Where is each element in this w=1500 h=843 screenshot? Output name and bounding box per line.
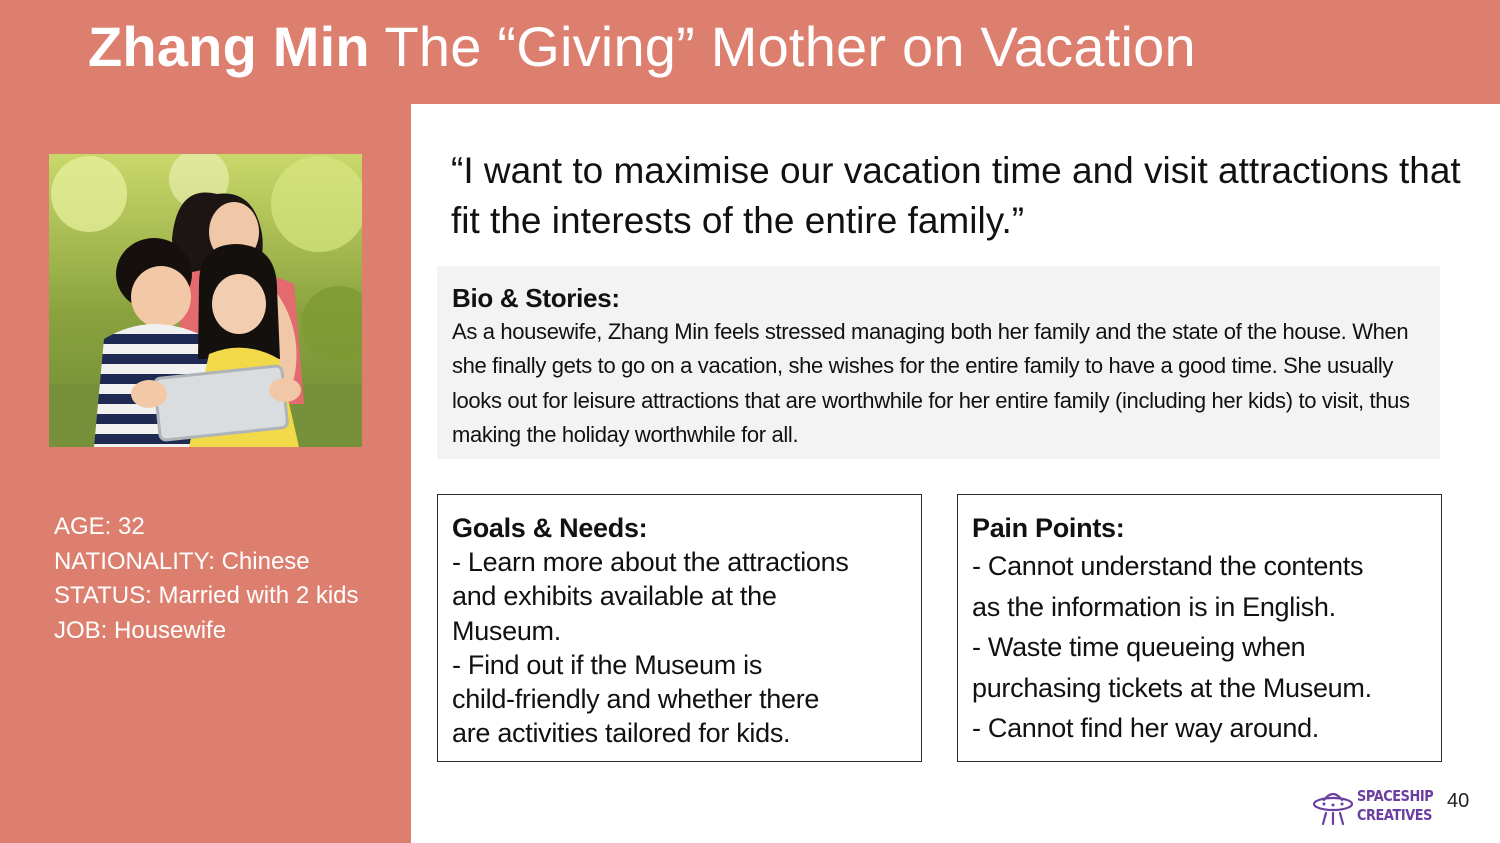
page-number: 40 [1447,790,1470,812]
pain-point-line: purchasing tickets at the Museum. [972,672,1372,703]
persona-name: Zhang Min [88,15,370,78]
bio-section [437,266,1440,459]
pain-point-line: - Waste time queueing when [972,632,1306,663]
goals-line: - Learn more about the attractions [452,547,849,577]
goals-list [452,545,909,751]
pain-point-line: - Cannot understand the contents [972,551,1364,581]
pain-points-card [957,494,1442,762]
goals-line: and exhibits available at the [452,581,777,612]
pain-points-heading: Pain Points: [972,513,1125,543]
persona-profile [54,510,359,648]
persona-photo [49,154,362,447]
profile-age: AGE: 32 [54,513,145,540]
goals-card [437,494,922,762]
persona-tagline: The “Giving” Mother on Vacation [384,15,1196,78]
profile-status: STATUS: Married with 2 kids [54,582,359,609]
goals-line: are activities tailored for kids. [452,718,791,749]
logo-wordmark [1357,787,1433,825]
slide-title [88,14,1196,79]
goals-heading: Goals & Needs: [452,513,648,543]
pain-point-line: - Cannot find her way around. [972,713,1320,744]
logo-line-2: CREATIVES [1357,806,1433,824]
pain-point-line: as the information is in English. [972,591,1336,622]
goals-line: - Find out if the Museum is [452,649,763,680]
goals-line: Museum. [452,615,561,646]
goals-line: child-friendly and whether there [452,684,820,715]
logo-line-1: SPACESHIP [1357,787,1434,805]
persona-quote: “I want to maximise our vacation time and visit attractions that fit the interests of the entire family.” [451,150,1461,241]
bio-heading: Bio & Stories: [452,283,620,313]
profile-nationality: NATIONALITY: Chinese [54,547,310,575]
pain-points-list [972,546,1429,749]
bio-text: As a housewife, Zhang Min feels stressed managing both her family and the state of the house. When she finally gets to go on a vacation, she wishes for the entire family to have a good time. She usually looks out for leisure attractions that are worthwhile for her entire family (including her kids) to visit, thus making the holiday worthwhile for all. [452,319,1410,447]
profile-job: JOB: Housewife [54,616,227,644]
